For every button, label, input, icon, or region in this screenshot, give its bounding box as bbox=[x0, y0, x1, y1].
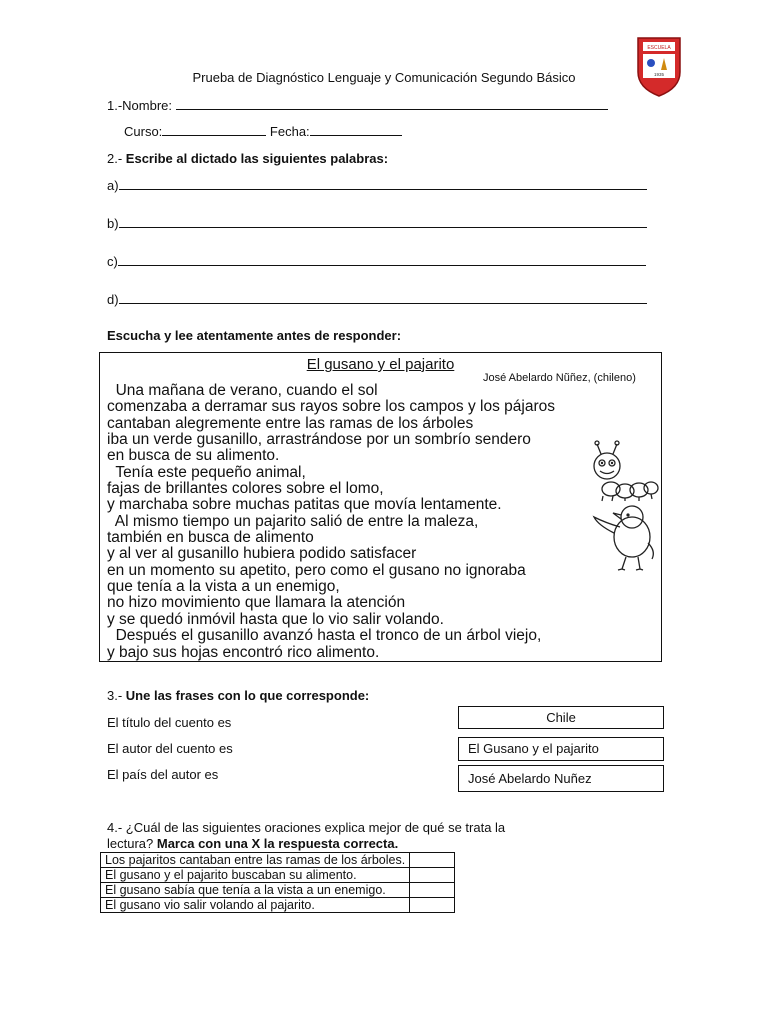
bird-illustration bbox=[592, 503, 658, 571]
listen-instruction: Escucha y lee atentamente antes de responder: bbox=[107, 328, 402, 343]
dictation-label-b: b) bbox=[107, 216, 119, 231]
dictation-line-a bbox=[107, 177, 647, 193]
q4-option-text: El gusano sabía que tenía a la vista a un enemigo. bbox=[101, 883, 410, 898]
match-right-titulo[interactable] bbox=[458, 737, 664, 761]
story-line: y marchaba sobre muchas patitas que movía lentamente. bbox=[107, 496, 502, 514]
q4-option-text: Los pajaritos cantaban entre las ramas de los árboles. bbox=[101, 853, 410, 868]
q4-option-text: El gusano vio salir volando al pajarito. bbox=[101, 898, 410, 913]
q4-answer-cell-3[interactable] bbox=[410, 883, 455, 898]
q4-question-line1: 4.- ¿Cuál de las siguientes oraciones explica mejor de qué se trata la bbox=[107, 820, 506, 835]
fecha-blank[interactable] bbox=[310, 123, 402, 136]
match-right-autor[interactable] bbox=[458, 765, 664, 792]
curso-blank[interactable] bbox=[162, 123, 266, 136]
q4-options-table bbox=[100, 852, 455, 913]
story-line: comenzaba a derramar sus rayos sobre los campos y los pájaros bbox=[107, 398, 555, 416]
dictation-label-c: c) bbox=[107, 254, 118, 269]
nombre-blank[interactable] bbox=[176, 97, 608, 110]
dictation-blank-a[interactable] bbox=[119, 177, 647, 190]
svg-text:ESCUELA: ESCUELA bbox=[647, 45, 671, 51]
page-title: Prueba de Diagnóstico Lenguaje y Comunicación Segundo Básico bbox=[192, 70, 576, 85]
curso-label: Curso: bbox=[124, 124, 163, 139]
story-text bbox=[107, 383, 555, 661]
nombre-row bbox=[107, 97, 608, 113]
story-line: Tenía este pequeño animal, bbox=[107, 463, 306, 481]
fecha-label: Fecha: bbox=[269, 124, 310, 139]
q4-option-text: El gusano y el pajarito buscaban su alimento. bbox=[101, 868, 410, 883]
caterpillar-illustration bbox=[589, 440, 661, 502]
dictation-blank-c[interactable] bbox=[118, 253, 646, 266]
story-line: también en busca de alimento bbox=[107, 529, 314, 547]
curso-fecha-row bbox=[124, 123, 402, 139]
table-row bbox=[101, 898, 455, 913]
story-title: El gusano y el pajarito bbox=[306, 356, 455, 373]
story-line: no hizo movimiento que llamara la atención bbox=[107, 594, 406, 612]
dictation-label-a: a) bbox=[107, 178, 119, 193]
story-line: iba un verde gusanillo, arrastrándose por un sombrío sendero bbox=[107, 431, 531, 449]
story-line: y bajo sus hojas encontró rico alimento. bbox=[107, 643, 380, 661]
story-line: Al mismo tiempo un pajarito salió de entre la maleza, bbox=[107, 512, 479, 530]
q2-heading bbox=[107, 151, 388, 166]
story-line: en busca de su alimento. bbox=[107, 447, 280, 465]
table-row bbox=[101, 883, 455, 898]
dictation-line-d bbox=[107, 291, 647, 307]
q2-instruction: Escribe al dictado las siguientes palabras: bbox=[125, 151, 389, 166]
table-row bbox=[101, 853, 455, 868]
story-line: Una mañana de verano, cuando el sol bbox=[107, 382, 378, 399]
dictation-label-d: d) bbox=[107, 292, 119, 307]
dictation-blank-d[interactable] bbox=[119, 291, 647, 304]
story-line: y se quedó inmóvil hasta que lo vio salir volando. bbox=[107, 610, 444, 628]
match-left-pais: El país del autor es bbox=[107, 767, 219, 782]
match-right-titulo-label: El Gusano y el pajarito bbox=[468, 741, 599, 756]
q4-question-plain: lectura? bbox=[107, 836, 154, 851]
match-right-autor-label: José Abelardo Nuñez bbox=[468, 771, 592, 786]
q4-answer-cell-4[interactable] bbox=[410, 898, 455, 913]
match-left-autor: El autor del cuento es bbox=[107, 741, 233, 756]
q4-question-line2 bbox=[107, 836, 398, 851]
q4-answer-cell-2[interactable] bbox=[410, 868, 455, 883]
story-line: en un momento su apetito, pero como el gusano no ignoraba bbox=[107, 561, 526, 579]
q3-heading bbox=[107, 688, 369, 703]
dictation-line-c bbox=[107, 253, 646, 269]
table-row bbox=[101, 868, 455, 883]
q2-number: 2.- bbox=[107, 151, 123, 166]
story-line: Después el gusanillo avanzó hasta el tronco de un árbol viejo, bbox=[107, 627, 542, 645]
q3-number: 3.- bbox=[107, 688, 123, 703]
story-author: José Abelardo Nũñez, (chileno) bbox=[483, 372, 636, 384]
match-right-chile[interactable] bbox=[458, 706, 664, 729]
story-line: y al ver al gusanillo hubiera podido satisfacer bbox=[107, 545, 417, 563]
nombre-label: 1.-Nombre: bbox=[107, 98, 173, 113]
school-crest-logo bbox=[636, 36, 682, 98]
q3-instruction: Une las frases con lo que corresponde: bbox=[125, 688, 370, 703]
match-right-chile-label: Chile bbox=[546, 710, 576, 725]
story-line: que tenía a la vista a un enemigo, bbox=[107, 578, 340, 596]
match-left-titulo: El título del cuento es bbox=[107, 715, 232, 730]
q4-question-bold: Marca con una X la respuesta correcta. bbox=[156, 836, 399, 851]
dictation-blank-b[interactable] bbox=[119, 215, 647, 228]
story-line: fajas de brillantes colores sobre el lomo, bbox=[107, 480, 384, 498]
svg-text:1935: 1935 bbox=[653, 72, 665, 77]
q4-answer-cell-1[interactable] bbox=[410, 853, 455, 868]
story-line: cantaban alegremente entre las ramas de los árboles bbox=[107, 414, 474, 432]
dictation-line-b bbox=[107, 215, 647, 231]
